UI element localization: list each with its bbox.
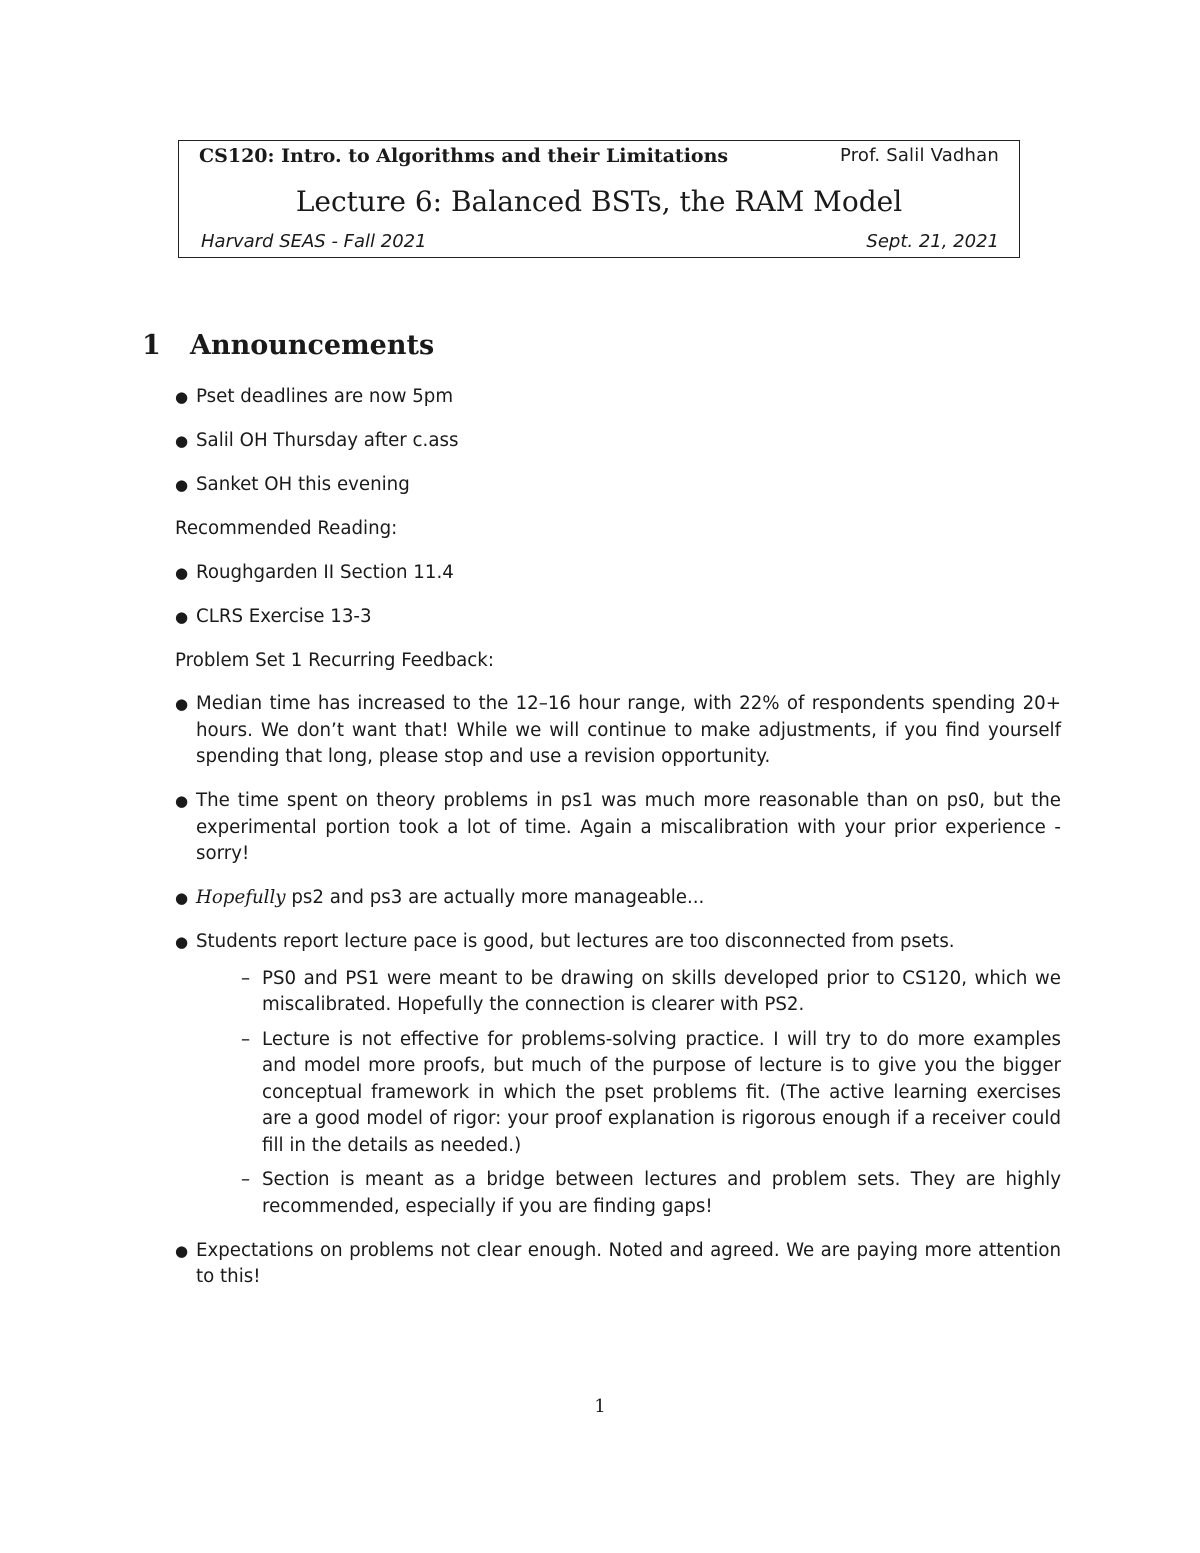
bullet-icon: ●	[175, 388, 189, 406]
list-item: ● Students report lecture pace is good, but lectures are too disconnected from psets. – PS0 and PS1 were meant to be drawing on skills developed prior to CS120, which we miscalibrated. Hopefully the connection is clearer with PS2. – Lecture is not effective for problems-solving practice. I will try to do more examples and model more proofs, but much of the purpose of lecture is to give you the bigger conceptual framework in which the pset problems fit. (The active learning exercises are a good model of rigor: your proof explanation is rigorous enough if a receiver could fill in the details as needed.) – Section is meant as a bridge between lectures and problem sets. They are highly recommended, especially if you are finding gaps!	[175, 929, 1061, 1220]
list-item: ● Hopefully ps2 and ps3 are actually more manageable...	[175, 885, 1061, 912]
emphasis-text: Hopefully	[196, 887, 286, 908]
list-item: ● Median time has increased to the 12–16 hour range, with 22% of respondents spending 20+ hours. We don’t want that! While we will continue to make adjustments, if you find yourself spending that long, please stop and use a revision opportunity.	[175, 693, 1061, 767]
feedback-label: Problem Set 1 Recurring Feedback:	[175, 649, 494, 671]
lecture-date: Sept. 21, 2021	[866, 231, 999, 252]
sub-list-item: – Lecture is not effective for problems-solving practice. I will try to do more examples and model more proofs, but much of the purpose of lecture is to give you the bigger conceptual framework in which the pset problems fit. (The active learning exercises are a good model of rigor: your proof explanation is rigorous enough if a receiver could fill in the details as needed.)	[241, 1028, 1061, 1156]
list-item: ● Sanket OH this evening	[175, 472, 1061, 499]
list-item: ● CLRS Exercise 13-3	[175, 604, 1061, 631]
bullet-icon: ●	[175, 607, 189, 626]
header-bottom-row	[201, 231, 999, 252]
reading-list	[175, 560, 1061, 631]
sub-list-item: – Section is meant as a bridge between lectures and problem sets. They are highly recommended, especially if you are finding gaps!	[241, 1169, 1061, 1217]
header-top-row	[199, 145, 999, 167]
announcements-body	[175, 384, 1061, 1308]
bullet-icon: ●	[175, 933, 189, 951]
list-item: ● The time spent on theory problems in ps1 was much more reasonable than on ps0, but the experimental portion took a lot of time. Again a miscalibration with your prior experience - sorry!	[175, 790, 1061, 864]
bullet-icon: ●	[175, 695, 189, 713]
bullet-icon: ●	[175, 432, 189, 450]
instructor-name: Prof. Salil Vadhan	[839, 145, 999, 166]
list-item: ● Expectations on problems not clear enough. Noted and agreed. We are paying more attention to this!	[175, 1239, 1061, 1287]
dash-icon: –	[241, 1028, 251, 1050]
lecture-title: Lecture 6: Balanced BSTs, the RAM Model	[295, 185, 903, 218]
bullet-icon: ●	[175, 1241, 189, 1260]
course-title: CS120: Intro. to Algorithms and their Limitations	[199, 145, 729, 167]
bullet-icon: ●	[175, 563, 189, 582]
list-item: ● Roughgarden II Section 11.4	[175, 560, 1061, 587]
list-item: ● Salil OH Thursday after c.ass	[175, 428, 1061, 455]
bullet-icon: ●	[175, 889, 189, 907]
bullet-icon: ●	[175, 476, 189, 494]
lecture-header-box	[178, 140, 1020, 258]
page-number: 1	[594, 1396, 606, 1417]
bullet-icon: ●	[175, 792, 189, 810]
section-number: 1	[142, 330, 161, 361]
sub-list-item: – PS0 and PS1 were meant to be drawing on skills developed prior to CS120, which we miscalibrated. Hopefully the connection is clearer with PS2.	[241, 967, 1061, 1015]
dash-icon: –	[241, 967, 251, 989]
sub-list	[196, 966, 1061, 1221]
section-title: Announcements	[190, 330, 435, 361]
list-item: ● Pset deadlines are now 5pm	[175, 384, 1061, 411]
section-heading	[142, 330, 434, 361]
announcement-list	[175, 384, 1061, 499]
reading-label: Recommended Reading:	[175, 518, 398, 539]
institution-term: Harvard SEAS - Fall 2021	[201, 231, 427, 252]
dash-icon: –	[241, 1169, 251, 1190]
feedback-list	[175, 691, 1061, 1291]
